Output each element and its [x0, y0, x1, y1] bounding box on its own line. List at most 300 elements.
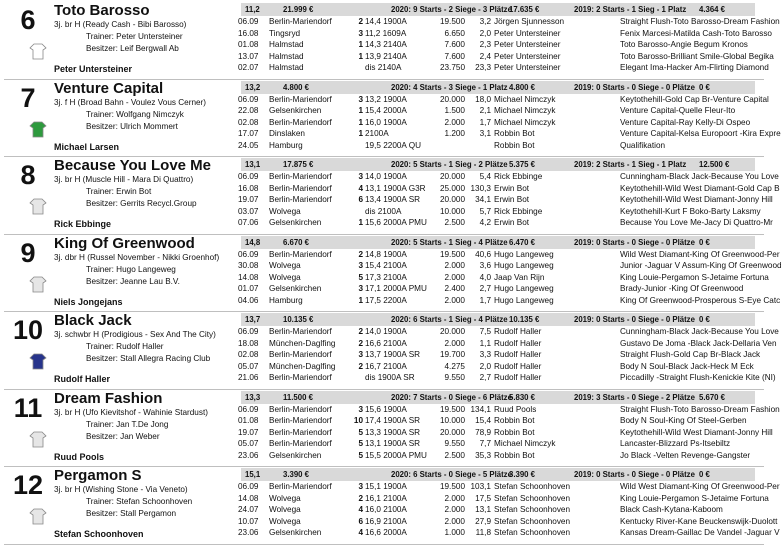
race-rider: Rudolf Haller	[494, 338, 542, 348]
horse-entry	[4, 312, 779, 390]
race-time-distance: 15,5 2000A PMU	[365, 450, 427, 460]
race-purse: 2.000	[444, 505, 465, 514]
race-track: München-Daglfing	[269, 361, 336, 371]
race-odds: 11,8	[475, 528, 491, 537]
stats-2019-earnings: 0 €	[699, 82, 710, 92]
race-row	[238, 94, 769, 106]
race-odds: 2,1	[479, 106, 491, 115]
horse-entry	[4, 467, 780, 545]
race-track: Berlin-Mariendorf	[269, 439, 332, 448]
race-date: 13.07	[238, 51, 259, 61]
horse-pedigree: 3j. br H (Ufo Kievitshof - Wahinie Stardust)	[54, 407, 208, 417]
race-purse: 1.500	[444, 106, 465, 115]
horse-pedigree: 3j. br H (Ready Cash - Bibi Barosso)	[54, 20, 187, 29]
stats-2019-earnings: 4.364 €	[699, 5, 726, 14]
race-finish-order: Gustavo De Joma -Black Jack-Dellaria Ven	[620, 338, 777, 348]
race-date: 03.07	[238, 206, 259, 216]
race-row	[238, 51, 774, 63]
stats-2020: 2020: 6 Starts - 1 Sieg - 4 Plätze	[391, 315, 508, 324]
race-row	[238, 504, 758, 516]
stats-bar	[241, 391, 755, 404]
race-odds: 134,1	[470, 404, 491, 414]
race-finish-order: Keytothehill-Wild West Diamant-Jonny Hill	[620, 427, 773, 437]
stats-2020: 2020: 5 Starts - 1 Sieg - 4 Plätze	[391, 237, 508, 247]
race-purse: 2.500	[444, 218, 465, 227]
race-time-distance: 15,4 2100A	[365, 261, 407, 270]
race-row	[238, 450, 758, 462]
race-date: 19.07	[238, 427, 259, 437]
race-row	[238, 206, 761, 218]
race-date: 22.08	[238, 106, 259, 115]
race-history	[238, 94, 781, 152]
race-time-distance: 15,4 2000A	[365, 106, 407, 115]
race-place: 2	[358, 249, 363, 259]
horse-entry	[4, 157, 780, 235]
race-track: Berlin-Mariendorf	[269, 183, 332, 193]
race-place: 1	[358, 295, 363, 305]
race-purse: 2.000	[444, 261, 465, 270]
race-rider: Erwin Bot	[494, 183, 530, 193]
race-date: 18.08	[238, 338, 259, 348]
race-row	[238, 128, 781, 140]
race-place: 3	[358, 94, 363, 104]
race-time-distance: 13,4 1900A SR	[365, 195, 421, 204]
race-finish-order: Toto Barosso-Angie Begum Kronos	[620, 40, 748, 49]
stats-2020-earnings: 6.470 €	[509, 237, 536, 247]
race-purse: 9.550	[444, 373, 465, 382]
race-track: Gelsenkirchen	[269, 528, 322, 537]
horse-name: Black Jack	[54, 312, 132, 329]
horse-owner: Besitzer: Jan Weber	[86, 431, 160, 441]
race-odds: 3,1	[479, 129, 491, 138]
race-time-distance: 11,2 1609A	[365, 28, 407, 38]
stats-2020: 2020: 7 Starts - 0 Siege - 6 Plätze	[391, 392, 512, 402]
race-place: 1	[358, 106, 363, 115]
race-place: 2	[358, 361, 363, 371]
jockey-silks-icon	[29, 430, 47, 448]
race-place: 1	[358, 218, 363, 227]
race-date: 17.07	[238, 129, 259, 138]
race-rider: Rudolf Haller	[494, 327, 542, 336]
race-odds: 2,3	[479, 40, 491, 49]
race-rider: Jörgen Sjunnesson	[494, 17, 565, 26]
start-number: 8	[20, 160, 36, 190]
race-history	[238, 404, 780, 462]
race-odds: 2,0	[479, 361, 491, 371]
race-rider: Robbin Bot	[494, 450, 535, 460]
race-track: Berlin-Mariendorf	[269, 416, 332, 425]
race-rider: Erwin Bot	[494, 195, 530, 204]
race-date: 07.06	[238, 218, 259, 227]
race-odds: 4,0	[479, 272, 491, 282]
race-date: 10.07	[238, 516, 259, 526]
horse-jockey: Rick Ebbinge	[54, 219, 112, 229]
race-finish-order: Keytothehill-Wild West Diamant-Jonny Hill	[620, 195, 773, 204]
stats-total-earnings: 17.875 €	[283, 160, 314, 169]
stats-bar	[241, 158, 755, 171]
race-place: 3	[358, 28, 363, 38]
race-rider: Robbin Bot	[494, 140, 535, 150]
race-place: 1	[358, 117, 363, 127]
race-place: 3	[358, 284, 363, 293]
stats-2020: 2020: 9 Starts - 2 Siege - 3 Plätze	[391, 5, 512, 14]
horse-trainer: Trainer: Stefan Schoonhoven	[86, 497, 193, 506]
race-time-distance: 14,4 1900A	[365, 17, 407, 26]
jockey-silks-icon	[29, 197, 47, 215]
race-rider: Stefan Schoonhoven	[494, 528, 571, 537]
horse-trainer: Trainer: Erwin Bot	[86, 187, 152, 196]
race-rider: Stefan Schoonhoven	[494, 516, 571, 526]
race-rider: Michael Nimczyk	[494, 106, 556, 115]
stats-2019-earnings: 0 €	[699, 470, 710, 479]
race-odds: 1,1	[479, 338, 491, 348]
race-track: Berlin-Mariendorf	[269, 482, 332, 491]
race-finish-order: Because You Love Me-Jacy Di Quattro-Mr	[620, 218, 773, 227]
stats-2019-earnings: 5.670 €	[699, 392, 726, 402]
race-odds: 2,7	[479, 284, 491, 293]
race-date: 30.08	[238, 261, 259, 270]
race-purse: 1.200	[444, 129, 465, 138]
race-row	[238, 16, 780, 28]
stats-total-earnings: 10.135 €	[283, 315, 314, 324]
horse-trainer: Trainer: Peter Untersteiner	[86, 32, 183, 41]
race-odds: 2,7	[479, 373, 491, 382]
race-time-distance: 17,4 1900A SR	[365, 416, 421, 425]
race-purse: 7.600	[444, 40, 465, 49]
race-finish-order: Straight Flush-Gold Cap Br-Black Jack	[620, 350, 761, 359]
race-date: 19.07	[238, 195, 259, 204]
race-date: 06.09	[238, 172, 259, 181]
race-finish-order: Cunningham-Black Jack-Because You Love	[620, 327, 779, 336]
race-time-distance: 16,7 2100A	[365, 361, 407, 371]
race-odds: 130,3	[470, 183, 491, 193]
race-date: 24.05	[238, 140, 259, 150]
race-row	[238, 283, 758, 295]
race-purse: 2.000	[444, 338, 465, 348]
race-odds: 3,2	[479, 17, 491, 26]
stats-2020: 2020: 6 Starts - 0 Siege - 5 Plätze	[391, 470, 512, 479]
race-finish-order: Elegant Ima-Hacker Am-Flirting Diamond	[620, 63, 769, 72]
horse-trainer: Trainer: Rudolf Haller	[86, 342, 164, 351]
race-date: 06.09	[238, 482, 259, 491]
race-finish-order: King Louie-Pergamon S-Jetaime Fortuna	[620, 493, 769, 503]
race-history	[238, 249, 782, 307]
stats-bar	[241, 313, 755, 326]
horse-name: Dream Fashion	[54, 389, 163, 407]
stats-bar	[241, 236, 755, 249]
race-finish-order: Jo Black -Velten Revenge-Gangster	[620, 450, 751, 460]
stats-2019: 2019: 0 Starts - 0 Siege - 0 Plätze	[574, 237, 695, 247]
race-purse: 4.275	[444, 361, 465, 371]
race-time-distance: 14,3 2140A	[365, 40, 407, 49]
race-track: Gelsenkirchen	[269, 450, 322, 460]
race-place: 1	[358, 129, 363, 138]
race-date: 01.08	[238, 40, 259, 49]
race-track: Wolvega	[269, 206, 301, 216]
race-time-distance: 16,1 2100A	[365, 493, 407, 503]
race-time-distance: 17,5 2200A	[365, 295, 407, 305]
race-date: 01.07	[238, 284, 259, 293]
stats-rating: 15,1	[245, 470, 261, 479]
race-odds: 15,4	[475, 416, 491, 425]
stats-2020-earnings: 4.800 €	[509, 82, 536, 92]
race-date: 06.09	[238, 17, 259, 26]
race-purse: 7.600	[444, 51, 465, 61]
stats-2020-earnings: 5.830 €	[509, 392, 536, 402]
race-track: Hamburg	[269, 140, 303, 150]
race-date: 14.08	[238, 493, 259, 503]
race-purse: 10.000	[439, 206, 465, 216]
race-finish-order: Black Cash-Kytana-Kaboom	[620, 505, 723, 514]
race-place: 2	[358, 17, 363, 26]
race-date: 16.08	[238, 183, 259, 193]
race-odds: 40,6	[475, 249, 491, 259]
race-finish-order: Body N Soul-King Of Steel-Gerben	[620, 416, 747, 425]
horse-trainer: Trainer: Hugo Langeweg	[86, 264, 176, 274]
race-rider: Michael Nimczyk	[494, 94, 556, 104]
race-date: 06.09	[238, 94, 259, 104]
race-time-distance: 13,3 1900A SR	[365, 427, 421, 437]
race-date: 21.06	[238, 373, 259, 382]
stats-total-earnings: 4.800 €	[283, 82, 310, 92]
race-row	[238, 295, 781, 307]
race-rider: Hugo Langeweg	[494, 284, 554, 293]
stats-bar	[241, 468, 755, 481]
race-finish-order: Keytothehill-Kurt F Boko-Barty Laksmy	[620, 206, 761, 216]
race-finish-order: Venture Capital-Quelle Fleur-Ito	[620, 106, 736, 115]
stats-2019-earnings: 12.500 €	[699, 160, 730, 169]
race-time-distance: 14,0 1900A	[365, 172, 407, 181]
race-odds: 18,0	[475, 94, 491, 104]
race-rider: Robbin Bot	[494, 427, 535, 437]
race-odds: 1,7	[479, 295, 491, 305]
race-finish-order: Qualifikation	[620, 140, 666, 150]
race-finish-order: Venture Capital-Ray Kelly-Di Ospeo	[620, 117, 751, 127]
race-time-distance: 14,8 1900A	[365, 249, 407, 259]
horse-jockey: Peter Untersteiner	[54, 64, 133, 74]
race-odds: 3,6	[479, 261, 491, 270]
race-track: Gelsenkirchen	[269, 106, 322, 115]
race-odds: 23,3	[475, 63, 491, 72]
race-rider: Rick Ebbinge	[494, 206, 543, 216]
race-finish-order: Brady-Junior -King Of Greenwood	[620, 284, 744, 293]
stats-bar	[241, 3, 755, 16]
stats-2019: 2019: 2 Starts - 1 Sieg - 1 Platz	[574, 160, 687, 169]
race-time-distance: 2100A	[365, 129, 389, 138]
stats-2019: 2019: 3 Starts - 0 Siege - 2 Plätze	[574, 392, 695, 402]
race-finish-order: Venture Capital-Kelsa Europoort -Kira Expre	[620, 129, 781, 138]
race-purse: 25.000	[439, 183, 465, 193]
race-history	[238, 16, 780, 74]
race-purse: 2.000	[444, 272, 465, 282]
race-rider: Michael Nimczyk	[494, 439, 556, 448]
stats-2020-earnings: 5.375 €	[509, 160, 536, 169]
start-number: 12	[12, 470, 44, 500]
race-time-distance: dis 1900A SR	[365, 373, 415, 382]
race-row	[238, 481, 780, 493]
race-time-distance: 15,6 1900A	[365, 404, 407, 414]
stats-rating: 13,1	[245, 160, 261, 169]
horse-entry	[4, 389, 780, 468]
horse-entry	[4, 2, 780, 80]
race-row	[238, 171, 779, 183]
race-time-distance: 13,1 1900A G3R	[365, 183, 426, 193]
race-row	[238, 140, 758, 152]
race-row	[238, 516, 778, 528]
race-date: 16.08	[238, 28, 259, 38]
horse-pedigree: 3j. dbr H (Russel November - Nikki Groenhof)	[54, 252, 220, 262]
race-time-distance: 16,0 1900A	[365, 117, 407, 127]
race-rider: Michael Nimczyk	[494, 117, 556, 127]
start-number: 6	[20, 5, 36, 35]
race-rider: Ruud Pools	[494, 404, 537, 414]
race-place: 5	[358, 439, 363, 448]
race-history	[238, 171, 780, 229]
race-rider: Erwin Bot	[494, 218, 530, 227]
race-track: Dinslaken	[269, 129, 305, 138]
stats-total-earnings: 11.500 €	[283, 392, 313, 402]
race-place: 2	[358, 493, 363, 503]
race-place: 2	[358, 327, 363, 336]
race-place: 5	[358, 272, 363, 282]
stats-2020-earnings: 10.135 €	[509, 315, 540, 324]
horse-owner: Besitzer: Stall Allegra Racing Club	[86, 354, 211, 363]
race-row	[238, 372, 776, 384]
race-row	[238, 527, 780, 539]
start-number: 10	[12, 315, 44, 345]
race-place: 5	[358, 450, 363, 460]
race-track: Wolvega	[269, 272, 301, 282]
race-rider: Stefan Schoonhoven	[494, 505, 571, 514]
race-finish-order: Keytothehill-Gold Cap Br-Venture Capital	[620, 94, 769, 104]
horse-owner: Besitzer: Jeanne Lau B.V.	[86, 276, 180, 286]
horse-entry	[4, 79, 781, 158]
stats-2019-earnings: 0 €	[699, 237, 710, 247]
race-rider: Hugo Langeweg	[494, 249, 554, 259]
jockey-silks-icon	[29, 507, 47, 525]
race-time-distance: 17,1 2000A PMU	[365, 284, 427, 293]
race-rider: Stefan Schoonhoven	[494, 482, 571, 491]
horse-owner: Besitzer: Ulrich Mommert	[86, 121, 178, 131]
race-date: 06.09	[238, 404, 259, 414]
stats-total-earnings: 21.999 €	[283, 5, 314, 14]
stats-2020-earnings: 17.635 €	[509, 5, 540, 14]
stats-rating: 13,2	[245, 82, 261, 92]
race-track: Wolvega	[269, 516, 301, 526]
stats-2019: 2019: 0 Starts - 0 Siege - 0 Plätze	[574, 315, 695, 324]
race-row	[238, 326, 779, 338]
race-row	[238, 194, 773, 206]
race-time-distance: 19,5 2200A QU	[365, 140, 421, 150]
race-track: Gelsenkirchen	[269, 284, 322, 293]
race-purse: 6.650	[444, 28, 465, 38]
horse-jockey: Ruud Pools	[54, 451, 104, 462]
race-place: 3	[358, 172, 363, 181]
race-time-distance: 13,9 2140A	[365, 51, 407, 61]
race-rider: Rudolf Haller	[494, 350, 542, 359]
race-purse: 20.000	[439, 327, 465, 336]
horse-owner: Besitzer: Leif Bergwall Ab	[86, 44, 179, 53]
race-finish-order: King Louie-Pergamon S-Jetaime Fortuna	[620, 272, 769, 282]
race-time-distance: 15,6 2000A PMU	[365, 218, 427, 227]
race-row	[238, 217, 773, 229]
race-row	[238, 404, 780, 416]
race-purse: 20.000	[439, 94, 465, 104]
race-place: 4	[358, 505, 363, 514]
jockey-silks-icon	[29, 275, 47, 293]
stats-total-earnings: 3.390 €	[283, 470, 310, 479]
race-rider: Jaap Van Rijn	[494, 272, 545, 282]
race-finish-order: Wild West Diamant-King Of Greenwood-Per	[620, 482, 780, 491]
horse-entry	[4, 234, 782, 313]
race-purse: 19.500	[439, 17, 465, 26]
start-number: 11	[13, 392, 43, 423]
race-odds: 17,5	[475, 493, 491, 503]
race-odds: 7,5	[479, 327, 491, 336]
race-track: Halmstad	[269, 63, 304, 72]
race-finish-order: King Of Greenwood-Prosperous S-Eye Catc	[620, 295, 781, 305]
race-rider: Stefan Schoonhoven	[494, 493, 571, 503]
race-date: 05.07	[238, 439, 259, 448]
stats-total-earnings: 6.670 €	[283, 237, 310, 247]
race-place: 6	[358, 516, 363, 526]
race-track: Berlin-Mariendorf	[269, 117, 332, 127]
horse-jockey: Niels Jongejans	[54, 296, 123, 307]
race-track: Berlin-Mariendorf	[269, 427, 332, 437]
race-date: 04.06	[238, 295, 259, 305]
race-place: 1	[358, 40, 363, 49]
race-purse: 2.000	[444, 295, 465, 305]
horse-jockey: Stefan Schoonhoven	[54, 529, 144, 539]
stats-2019: 2019: 0 Starts - 0 Siege - 0 Plätze	[574, 470, 695, 479]
race-purse: 19.500	[439, 404, 465, 414]
race-place: 2	[358, 338, 363, 348]
race-odds: 35,3	[475, 450, 491, 460]
race-finish-order: Fenix Marcesi-Matilda Cash-Toto Barosso	[620, 28, 772, 38]
horse-jockey: Michael Larsen	[54, 141, 120, 152]
horse-name: Venture Capital	[54, 79, 164, 97]
race-purse: 2.000	[444, 516, 465, 526]
race-finish-order: Lancaster-Blizzard Ps-Itsebiltz	[620, 439, 731, 448]
start-number: 7	[20, 82, 36, 113]
race-purse: 19.500	[439, 249, 465, 259]
stats-2019: 2019: 0 Starts - 0 Siege - 0 Plätze	[574, 82, 695, 92]
race-track: Halmstad	[269, 40, 304, 49]
race-purse: 19.500	[439, 482, 465, 491]
race-row	[238, 427, 773, 439]
race-purse: 19.700	[439, 350, 465, 359]
race-rider: Robbin Bot	[494, 416, 535, 425]
race-place: 3	[358, 482, 363, 491]
race-track: Gelsenkirchen	[269, 218, 322, 227]
race-track: Berlin-Mariendorf	[269, 172, 332, 181]
race-track: Wolvega	[269, 505, 301, 514]
race-odds: 2,0	[479, 28, 491, 38]
race-purse: 2.000	[444, 117, 465, 127]
race-purse: 23.750	[439, 63, 465, 72]
jockey-silks-icon	[29, 42, 47, 60]
race-odds: 2,4	[479, 51, 491, 61]
race-rider: Hugo Langeweg	[494, 295, 554, 305]
race-row	[238, 117, 758, 129]
race-track: Berlin-Mariendorf	[269, 249, 332, 259]
race-track: Hamburg	[269, 295, 303, 305]
race-odds: 7,7	[479, 439, 491, 448]
race-history	[238, 326, 779, 384]
race-place: 3	[358, 404, 363, 414]
race-purse: 2.400	[444, 284, 465, 293]
jockey-silks-icon	[29, 352, 47, 370]
